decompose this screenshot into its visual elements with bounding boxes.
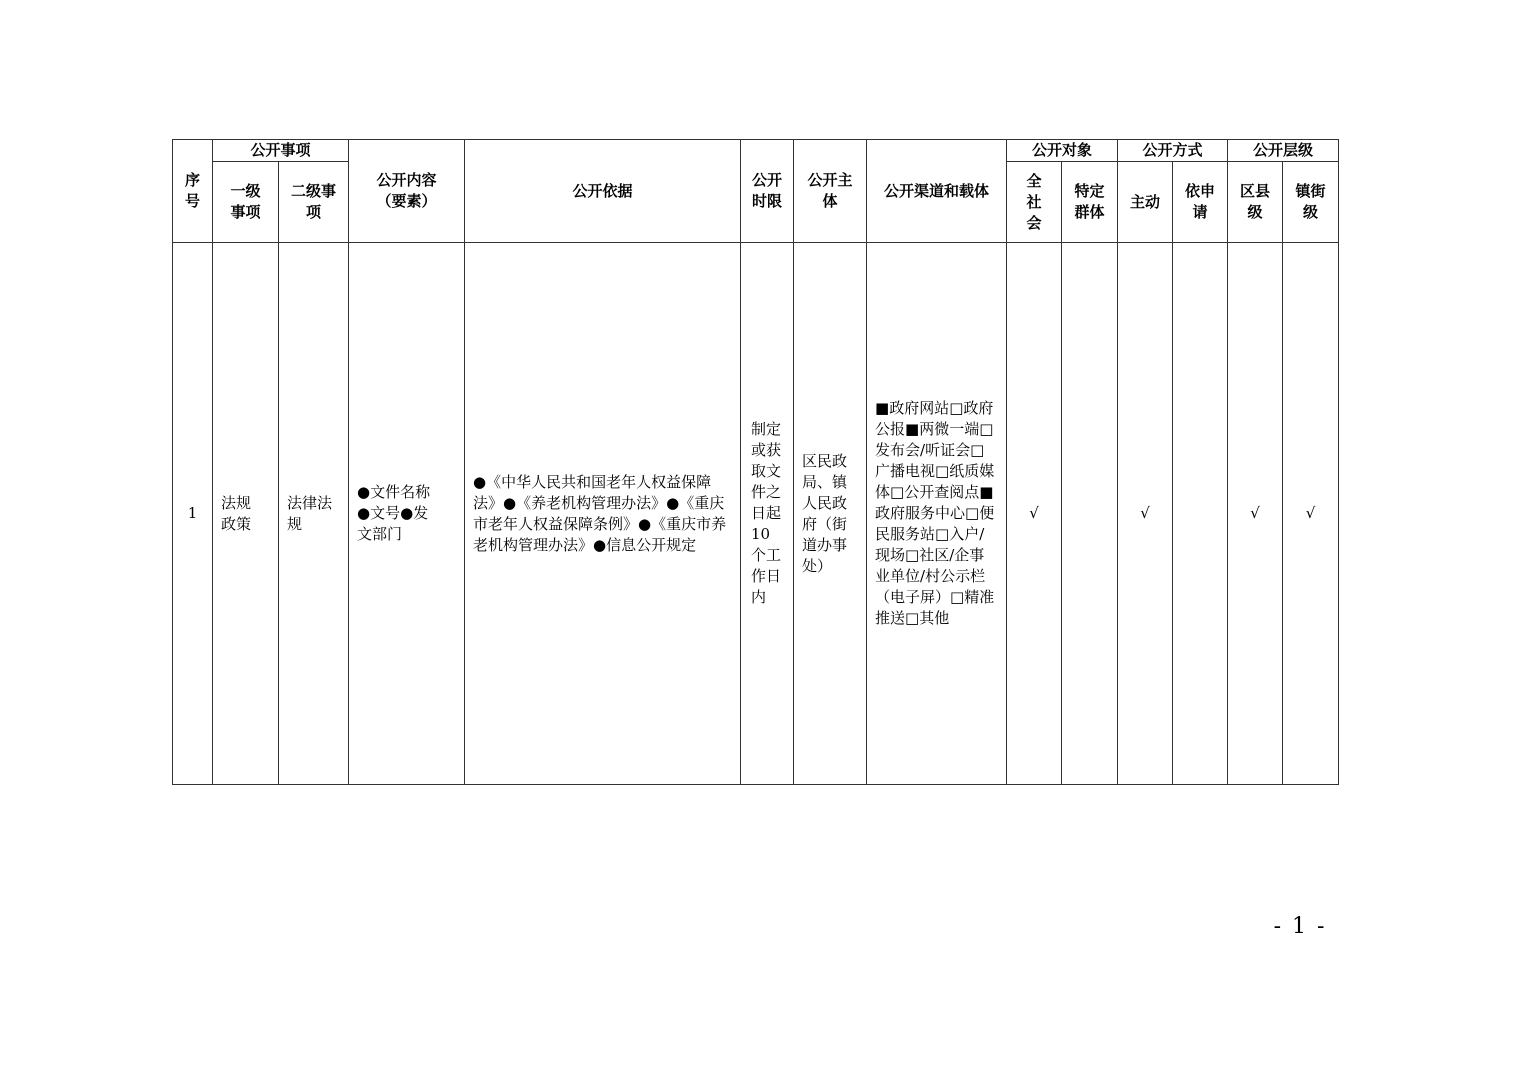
cell-level2-text: 法律法规 — [287, 493, 333, 533]
cell-channel-text: ■政府网站□政府公报■两微一端□发布会/听证会□广播电视□纸质媒体□公开查阅点■政府服务中心□便民服务站□入户/现场□社区/企事业单位/村公示栏（电子屏）□精准推送□其他 — [875, 399, 995, 627]
cell-method-apply — [1173, 243, 1228, 785]
cell-level1 — [213, 243, 279, 785]
header-target-specific — [1062, 162, 1118, 243]
header-time-limit — [741, 140, 794, 243]
header-subject — [794, 140, 867, 243]
cell-level2 — [279, 243, 349, 785]
header-target-group: 公开对象 — [1007, 140, 1118, 162]
page-number: - 1 - — [1273, 914, 1327, 939]
cell-level-town: √ — [1283, 243, 1339, 785]
header-level-county — [1228, 162, 1283, 243]
header-content-label: 公开内容（要素） — [376, 171, 437, 210]
cell-content — [349, 243, 465, 785]
header-content — [349, 140, 465, 243]
header-level-county-label: 区县级 — [1240, 182, 1271, 221]
cell-time-limit-text: 制定或获取文件之日起10个工作日内 — [751, 420, 782, 606]
header-level1-label: 一级事项 — [230, 182, 261, 221]
cell-subject-text: 区民政局、镇人民政府（街道办事处） — [802, 451, 848, 575]
header-target-specific-label: 特定群体 — [1074, 182, 1105, 221]
header-level-town — [1283, 162, 1339, 243]
header-level2-label: 二级事项 — [290, 182, 336, 221]
cell-subject — [794, 243, 867, 785]
header-level-town-label: 镇街级 — [1295, 182, 1326, 221]
cell-content-text: ●文件名称●文号●发文部门 — [357, 483, 431, 543]
header-seq-label: 序号 — [184, 171, 200, 210]
table-row — [173, 243, 1339, 785]
cell-target-all: √ — [1007, 243, 1062, 785]
cell-basis — [465, 243, 741, 785]
cell-target-specific — [1062, 243, 1118, 785]
cell-method-active: √ — [1118, 243, 1173, 785]
header-method-apply — [1173, 162, 1228, 243]
header-time-limit-label: 公开时限 — [752, 171, 783, 210]
header-target-all-label: 全社会 — [1026, 171, 1042, 232]
header-channel: 公开渠道和载体 — [867, 140, 1007, 243]
disclosure-table — [172, 139, 1339, 785]
header-method-active: 主动 — [1118, 162, 1173, 243]
header-target-all — [1007, 162, 1062, 243]
cell-time-limit — [741, 243, 794, 785]
cell-level1-text: 法规政策 — [221, 493, 252, 533]
header-method-group: 公开方式 — [1118, 140, 1228, 162]
header-row-group — [173, 140, 1339, 162]
cell-seq: 1 — [173, 243, 213, 785]
header-seq — [173, 140, 213, 243]
header-matter-group: 公开事项 — [213, 140, 349, 162]
header-basis: 公开依据 — [465, 140, 741, 243]
cell-channel — [867, 243, 1007, 785]
header-level1 — [213, 162, 279, 243]
header-subject-label: 公开主体 — [807, 171, 853, 210]
header-level2 — [279, 162, 349, 243]
cell-basis-text: ●《中华人民共和国老年人权益保障法》●《养老机构管理办法》●《重庆市老年人权益保障条例》●《重庆市养老机构管理办法》●信息公开规定 — [473, 472, 727, 554]
header-level-group: 公开层级 — [1228, 140, 1339, 162]
header-method-apply-label: 依申请 — [1185, 182, 1216, 221]
cell-level-county: √ — [1228, 243, 1283, 785]
